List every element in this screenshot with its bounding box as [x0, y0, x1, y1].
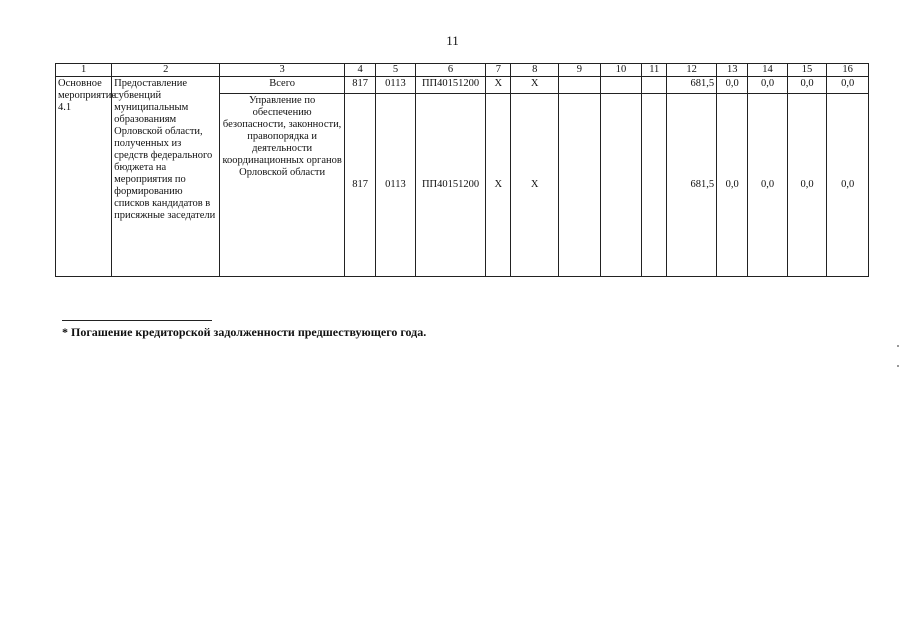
header-cell: 1	[56, 64, 112, 77]
table-cell: 0,0	[787, 94, 827, 277]
main-event-cell: Основное мероприятие 4.1	[56, 77, 112, 277]
footnote: * Погашение кредиторской задолженности предшествующего года.	[62, 325, 427, 339]
description-cell: Предоставление субвенций муниципальным образованиям Орловской области, полученных из средств федерального бюджета на мероприятия по формированию списков кандидатов в присяжные заседатели	[112, 77, 220, 277]
header-cell: 16	[827, 64, 869, 77]
header-cell: 15	[787, 64, 827, 77]
header-cell: 5	[376, 64, 416, 77]
header-cell: 6	[415, 64, 486, 77]
table-cell: Х	[511, 94, 559, 277]
table-cell: 817	[345, 94, 376, 277]
table-cell: 0113	[376, 94, 416, 277]
admin-label-cell: Управление по обеспечению безопасности, законности, правопорядка и деятельности координационных органов Орловской области	[220, 94, 345, 277]
scan-artifact	[897, 345, 899, 347]
header-cell: 14	[748, 64, 788, 77]
budget-table	[55, 63, 869, 277]
table-cell: 0113	[376, 77, 416, 94]
header-cell: 12	[667, 64, 717, 77]
table-cell: Х	[486, 77, 511, 94]
table-cell: ПП40151200	[415, 94, 486, 277]
table-cell	[559, 77, 601, 94]
page-number: 11	[446, 33, 459, 48]
table-cell: 0,0	[717, 77, 748, 94]
table-cell: Х	[511, 77, 559, 94]
table-header-row	[56, 64, 869, 77]
header-cell: 4	[345, 64, 376, 77]
table-cell: 817	[345, 77, 376, 94]
table-cell	[642, 94, 667, 277]
table-cell: 0,0	[717, 94, 748, 277]
table-cell: ПП40151200	[415, 77, 486, 94]
header-cell: 11	[642, 64, 667, 77]
table-cell: Х	[486, 94, 511, 277]
table-cell: 0,0	[827, 94, 869, 277]
table-cell	[559, 94, 601, 277]
table-cell: 681,5	[667, 94, 717, 277]
table-row-total	[56, 77, 869, 94]
header-cell: 2	[112, 64, 220, 77]
table-cell: 0,0	[787, 77, 827, 94]
table-cell: 681,5	[667, 77, 717, 94]
scan-artifact	[897, 365, 899, 367]
table-cell	[642, 77, 667, 94]
table-cell: 0,0	[827, 77, 869, 94]
header-cell: 10	[600, 64, 642, 77]
table-cell: 0,0	[748, 94, 788, 277]
header-cell: 7	[486, 64, 511, 77]
table-cell	[600, 94, 642, 277]
header-cell: 13	[717, 64, 748, 77]
table-cell: 0,0	[748, 77, 788, 94]
footnote-divider	[62, 320, 212, 321]
header-cell: 8	[511, 64, 559, 77]
header-cell: 9	[559, 64, 601, 77]
header-cell: 3	[220, 64, 345, 77]
total-label-cell: Всего	[220, 77, 345, 94]
table-cell	[600, 77, 642, 94]
